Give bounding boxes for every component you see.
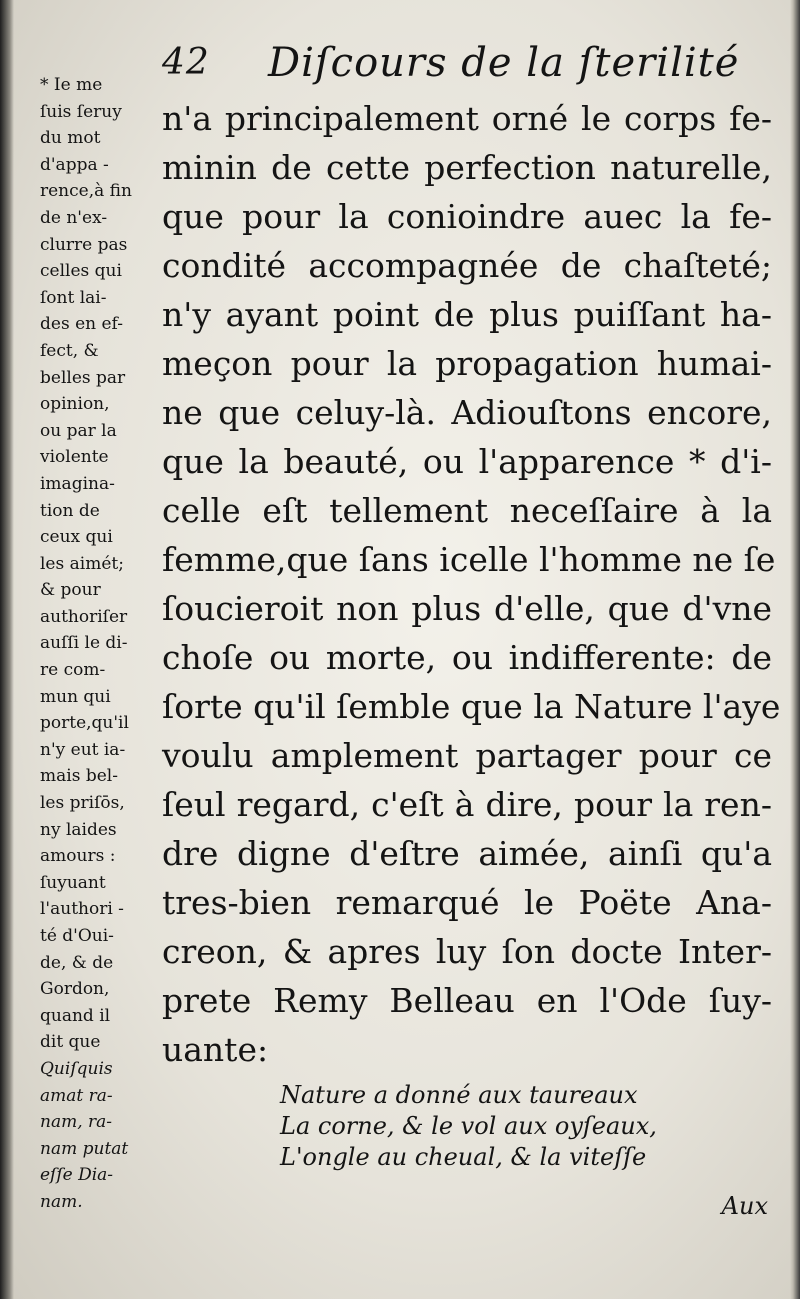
marginal-line: Gordon, [40,979,110,1000]
marginal-line: mun qui [40,686,111,707]
verse-quotation [280,1080,770,1173]
text-line: tres-bien remarqué le Poëte Ana- [162,883,772,922]
text-line: ſoucieroit non plus d'elle, que d'vne [162,589,772,628]
text-line: ſeul regard, c'eſt à dire, pour la ren- [162,785,772,824]
text-line: ne que celuy-là. Adiouſtons encore, [162,393,772,432]
marginal-line: nam, ra- [40,1112,113,1133]
text-line: minin de cette perfection naturelle, [162,148,772,187]
marginal-line: dit que [40,1032,101,1053]
marginal-line: d'appa - [40,154,109,175]
marginal-line: n'y eut ia- [40,739,126,760]
text-line: meçon pour la propagation humai- [162,344,772,383]
marginal-line: nam putat [40,1138,129,1159]
page-right-edge [790,0,800,1299]
marginal-line: tion de [40,500,100,521]
text-line: n'y ayant point de plus puiſſant ha- [162,295,772,334]
marginal-line: amours : [40,846,116,867]
marginal-line: auſſi le di- [40,633,128,654]
text-line: femme,que ſans icelle l'homme ne ſe [162,540,776,579]
marginal-line: ſont lai- [40,287,107,308]
verse-line: La corne, & le vol aux oyſeaux, [280,1112,657,1140]
text-line: uante: [162,1030,269,1069]
page-number: 42 [162,42,210,83]
running-title: Diſcours de la ſterilité [268,40,740,86]
marginal-line: l'authori - [40,899,124,920]
text-line: n'a principalement orné le corps fe- [162,99,772,138]
marginal-line: opinion, [40,394,110,415]
marginal-line: re com- [40,660,106,681]
text-line: que la beauté, ou l'apparence * d'i- [162,442,772,481]
text-line: celle eſt tellement neceſſaire à la [162,491,772,530]
marginal-line: Quiſquis [40,1058,113,1079]
marginal-line: ſuis ſeruy [40,101,122,122]
marginal-line: du mot [40,128,101,149]
marginal-line: belles par [40,367,126,388]
marginal-line: quand il [40,1005,111,1026]
text-line: voulu amplement partager pour ce [162,736,772,775]
marginal-line: des en ef- [40,314,123,335]
marginal-line: celles qui [40,261,122,282]
marginal-line: nam. [40,1191,83,1212]
verse-line: Nature a donné aux taureaux [280,1081,638,1109]
marginal-line: authoriſer [40,606,128,627]
marginal-line: imagina- [40,473,115,494]
marginal-line: ny laides [40,819,117,840]
text-line: prete Remy Belleau en l'Ode ſuy- [162,981,772,1020]
marginal-line: fect, & [40,340,99,361]
text-line: choſe ou morte, ou indifferente: de [162,638,772,677]
marginal-line: porte,qu'il [40,713,129,734]
marginal-line: & pour [40,580,101,601]
marginal-line: les aimét; [40,553,124,574]
catchword: Aux [721,1192,768,1220]
marginal-note [40,72,165,1216]
marginal-line: ceux qui [40,527,113,548]
marginal-line: mais bel- [40,766,118,787]
page-left-edge [0,0,14,1299]
marginal-line: rence,à fin [40,181,132,202]
marginal-line: clurre pas [40,234,128,255]
marginal-line: ou par la [40,420,117,441]
text-line: ſorte qu'il ſemble que la Nature l'aye [162,687,781,726]
marginal-line: de, & de [40,952,114,973]
text-line: condité accompagnée de chaſteté; [162,246,772,285]
text-line: creon, & apres luy ſon docte Inter- [162,932,772,971]
text-line: que pour la conioindre auec la fe- [162,197,772,236]
marginal-line: de n'ex- [40,207,108,228]
text-line: dre digne d'eſtre aimée, ainſi qu'a [162,834,772,873]
marginal-line: les priſōs, [40,793,125,814]
marginal-line: té d'Oui- [40,926,114,946]
marginal-line: amat ra- [40,1085,113,1106]
main-text [162,94,781,1074]
marginal-line: * Ie me [40,75,103,95]
verse-line: L'ongle au cheual, & la viteſſe [280,1143,647,1171]
marginal-line: violente [40,447,109,468]
marginal-line: eſſe Dia- [40,1165,114,1186]
marginal-line: ſuyuant [40,872,106,893]
